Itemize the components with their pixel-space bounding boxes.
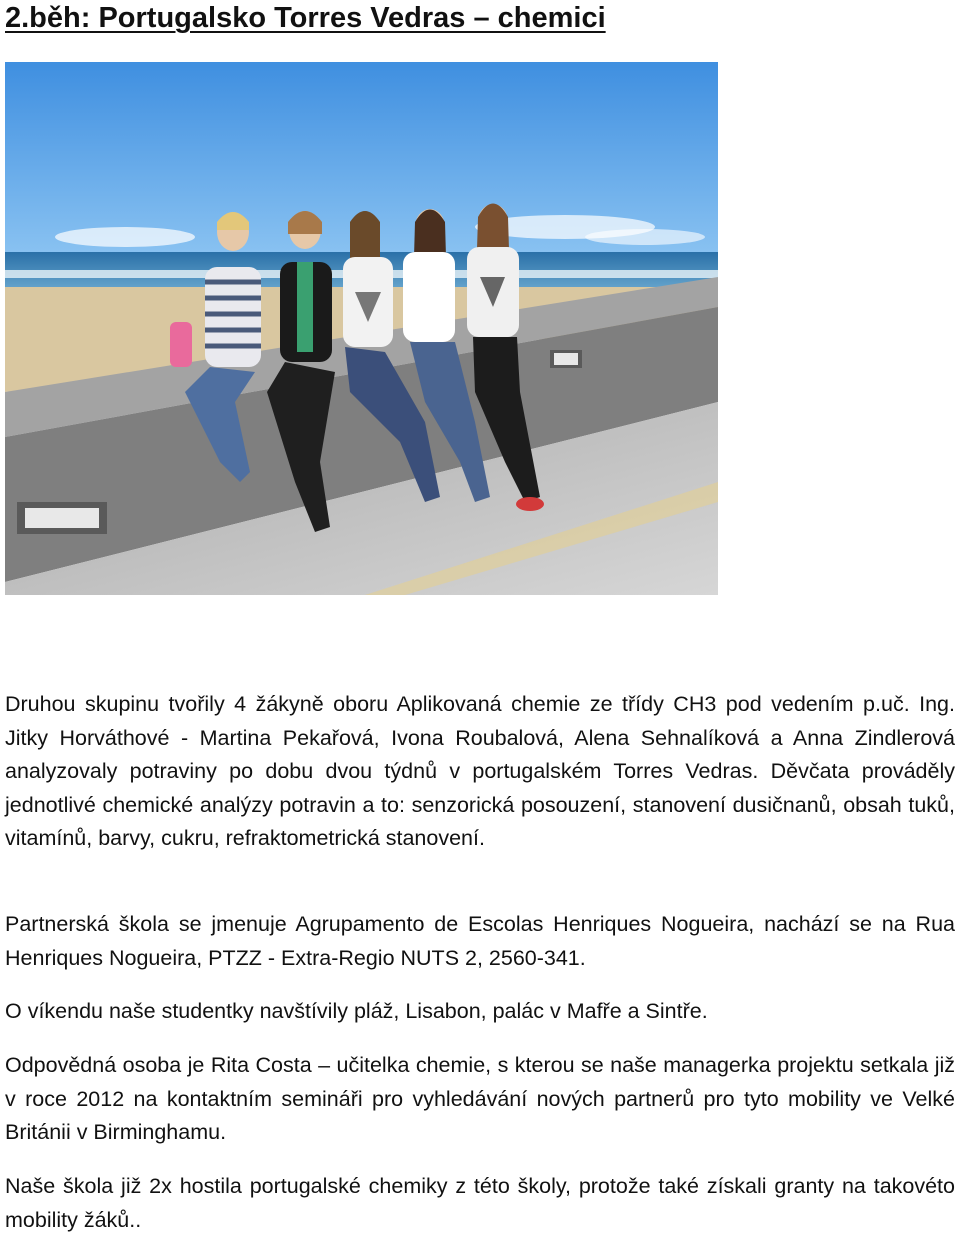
page-title: 2.běh: Portugalsko Torres Vedras – chemici <box>5 2 606 34</box>
paragraph-weekend-trip: O víkendu naše studentky navštívily pláž, Lisabon, palác v Mafře a Sintře. <box>5 999 708 1023</box>
paragraph-previous-hosting: Naše škola již 2x hostila portugalské chemiky z této školy, protože také získali granty na takovéto mobility žáků.. <box>5 1174 955 1232</box>
paragraph-group-description: Druhou skupinu tvořily 4 žákyně oboru Aplikovaná chemie ze třídy CH3 pod vedením p.uč. Ing. Jitky Horváthové - Martina Pekařová, Ivona Roubalová, Alena Sehnalíková a Anna Zindlerová analyzovaly potraviny po dobu dvou týdnů v portugalském Torres Vedras. Děvčata prováděly jednotlivé chemické analýzy potravin a to: senzorická posouzení, stanovení dusičnanů, obsah tuků, vitamínů, barvy, cukru, refraktometrická stanovení. <box>5 692 955 850</box>
group-photo <box>5 62 718 595</box>
beach-photo-illustration <box>5 62 718 595</box>
paragraph-partner-school: Partnerská škola se jmenuje Agrupamento de Escolas Henriques Nogueira, nachází se na Rua Henriques Nogueira, PTZZ - Extra-Regio NUTS 2, 2560-341. <box>5 912 955 970</box>
paragraph-responsible-person: Odpovědná osoba je Rita Costa – učitelka chemie, s kterou se naše managerka projektu setkala již v roce 2012 na kontaktním semináři pro vyhledávání nových partnerů pro tyto mobility ve Velké Británii v Birminghamu. <box>5 1053 955 1144</box>
